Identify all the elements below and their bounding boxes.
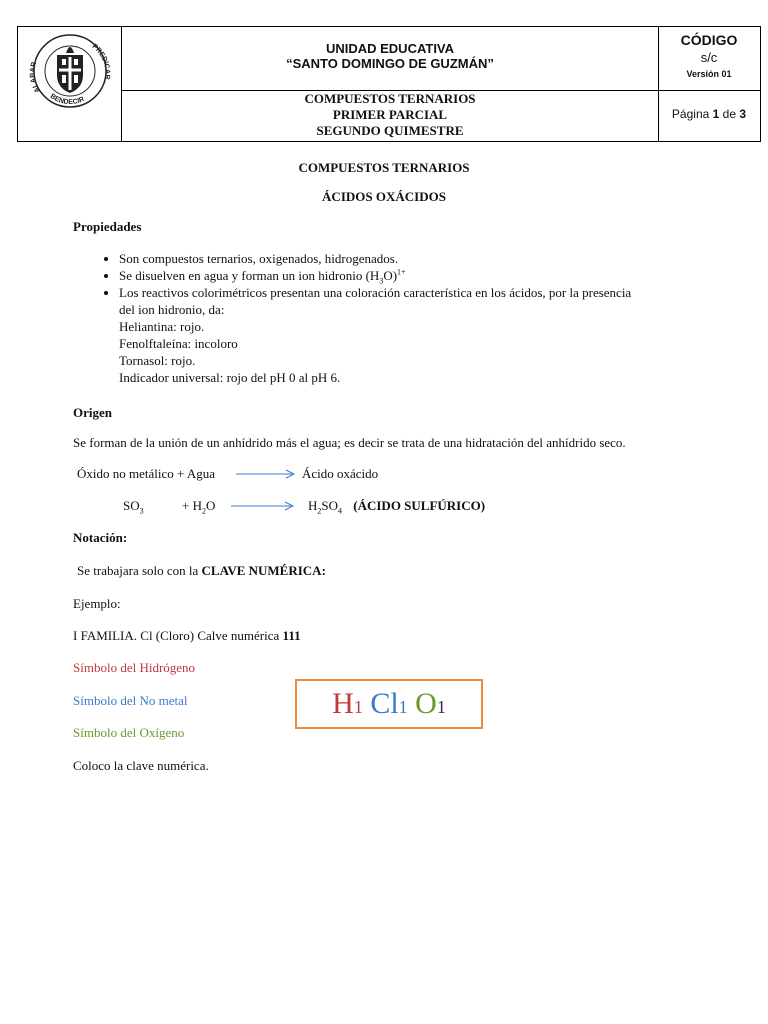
indicator-line: Indicador universal: rojo del pH 0 al pH 6.: [119, 370, 341, 385]
indicator-line: Tornasol: rojo.: [119, 353, 196, 368]
subscript: 4: [338, 506, 343, 516]
formula-hydrogen-key: 1: [353, 697, 363, 717]
subject-line-3: SEGUNDO QUIMESTRE: [316, 123, 464, 138]
document-title: COMPUESTOS TERNARIOS: [298, 160, 470, 175]
subject-line-1: COMPUESTOS TERNARIOS: [304, 91, 476, 106]
formula-text: H: [308, 498, 318, 513]
formula-text: + H: [182, 498, 202, 513]
indicator-line: Heliantina: rojo.: [119, 319, 205, 334]
svg-text:BENDECIR: BENDECIR: [48, 92, 86, 107]
document-header: [17, 26, 761, 142]
notation-plain: Se trabajara solo con la: [77, 563, 202, 578]
code-value: s/c: [700, 50, 718, 65]
formula-text: SO: [123, 498, 140, 513]
code-box: [658, 31, 760, 81]
formula-text: O: [205, 498, 216, 513]
properties-heading: Propiedades: [73, 219, 142, 234]
page-of: de: [722, 107, 737, 121]
closing-text: Coloco la clave numérica.: [73, 758, 209, 773]
formula-text: SO: [321, 498, 339, 513]
page-number: [658, 107, 760, 121]
formula-oxygen-key: 1: [436, 697, 446, 717]
formula-hydrogen: H: [332, 687, 354, 720]
svg-text:ALABAR: ALABAR: [29, 61, 42, 94]
page-current: 1: [712, 107, 720, 121]
subscript: 2: [201, 506, 206, 516]
page-total: 3: [739, 107, 747, 121]
subject-info: [122, 91, 658, 139]
version-label: Versión 01: [686, 69, 732, 79]
school-line-2: “SANTO DOMINGO DE GUZMÁN”: [286, 56, 494, 71]
property-text: • Los reactivos colorimétricos presentan una coloración característica en los ácidos, por la presencia: [119, 285, 632, 300]
origin-heading: Origen: [73, 405, 112, 420]
hydrogen-symbol-label: Símbolo del Hidrógeno: [73, 660, 196, 675]
code-label: CÓDIGO: [680, 32, 738, 48]
nonmetal-symbol-label: Símbolo del No metal: [73, 693, 188, 708]
school-line-1: UNIDAD EDUCATIVA: [325, 41, 455, 56]
properties-list: [73, 250, 759, 386]
property-text: del ion hidronio, da:: [119, 302, 225, 317]
reaction-2-reactant-a: [123, 498, 144, 514]
notation-text: [77, 563, 326, 579]
property-item: [119, 284, 759, 386]
formula-oxygen: O: [415, 687, 437, 720]
family-key: 111: [282, 628, 301, 643]
reaction-arrow-icon: [236, 468, 296, 480]
family-text: I FAMILIA. Cl (Cloro) Calve numérica: [73, 628, 283, 643]
property-item: [119, 250, 759, 267]
property-text: O): [383, 268, 398, 283]
oxygen-symbol-label: Símbolo del Oxígeno: [73, 725, 185, 740]
svg-text:PREDICAR: PREDICAR: [90, 43, 111, 80]
document-subtitle: ÁCIDOS OXÁCIDOS: [322, 189, 446, 204]
property-text: Son compuestos ternarios, oxigenados, hidrogenados.: [119, 251, 399, 266]
property-item: [119, 267, 759, 284]
logo-cell: [18, 27, 122, 141]
notation-bold: CLAVE NUMÉRICA:: [201, 563, 326, 578]
school-crest-logo: [26, 33, 114, 109]
reaction-arrow-icon: [231, 500, 295, 512]
school-name: [122, 41, 658, 71]
page-word: Página: [671, 107, 710, 121]
family-line: [73, 628, 301, 644]
product-name: (ÁCIDO SULFÚRICO): [353, 498, 486, 513]
superscript: 1+: [397, 267, 406, 277]
reaction-2-reactant-b: [182, 498, 215, 514]
reaction-2-product: [308, 498, 485, 514]
subscript: 3: [139, 506, 144, 516]
property-text: Se disuelven en agua y forman un ion hidronio (H: [119, 268, 380, 283]
origin-text: Se forman de la unión de un anhídrido más el agua; es decir se trata de una hidratación del anhídrido seco.: [73, 435, 626, 450]
reaction-1-reactants: Óxido no metálico + Agua: [77, 466, 216, 481]
example-label: Ejemplo:: [73, 596, 121, 611]
subscript: 3: [379, 276, 384, 286]
indicator-line: Fenolftaleína: incoloro: [119, 336, 238, 351]
notation-heading: Notación:: [73, 530, 128, 545]
reaction-1-product: Ácido oxácido: [302, 466, 379, 481]
formula-chlorine-key: 1: [398, 697, 408, 717]
subscript: 2: [317, 506, 322, 516]
formula-box: [295, 679, 483, 729]
formula-chlorine: Cl: [370, 687, 399, 720]
subject-line-2: PRIMER PARCIAL: [332, 107, 448, 122]
